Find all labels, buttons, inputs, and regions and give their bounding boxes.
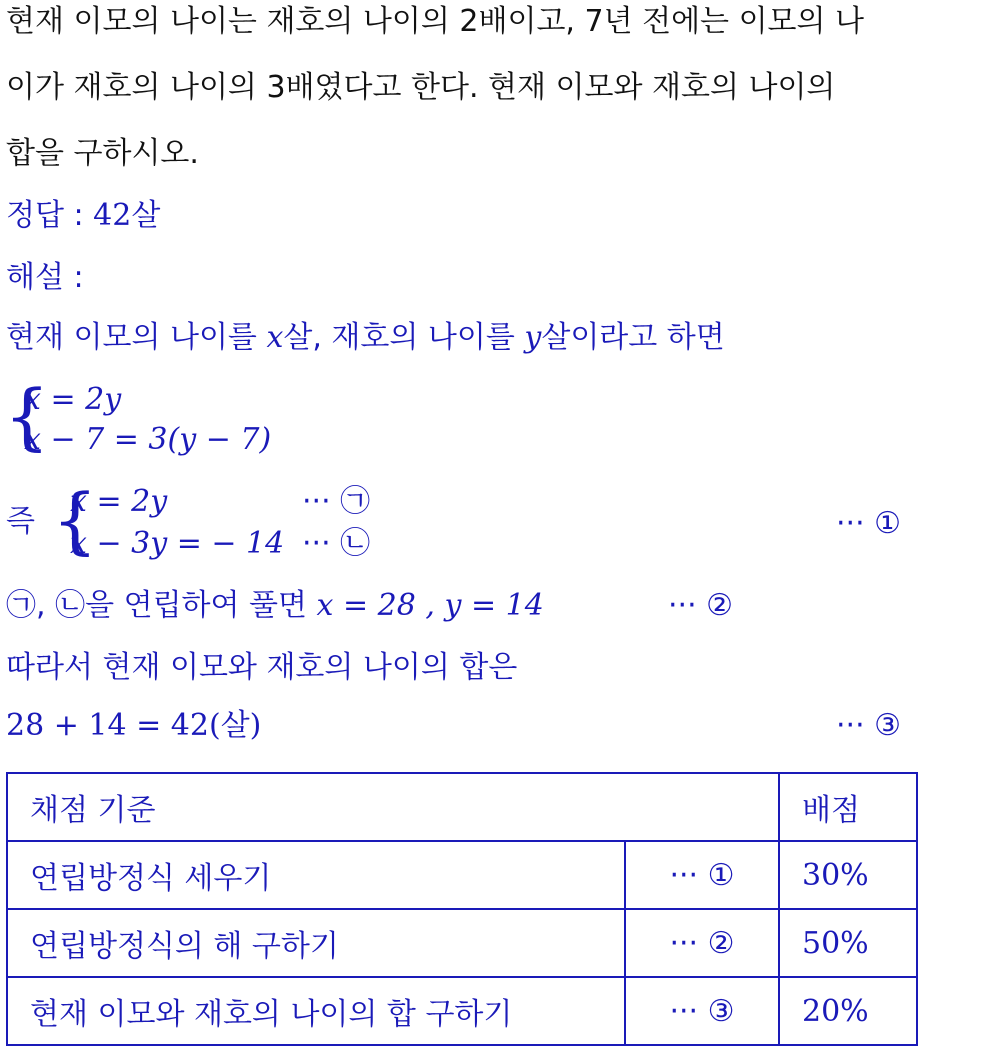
solve-line	[6, 586, 544, 626]
intro-part-c: 살이라고 하면	[541, 320, 725, 355]
left-brace-icon: {	[52, 478, 98, 562]
intro-part-b: 살, 재호의 나이를	[283, 320, 525, 355]
problem-line-3: 합을 구하시오.	[6, 136, 199, 171]
step-mark-1: ··· ①	[836, 506, 902, 541]
answer-value: 42살	[93, 198, 161, 233]
problem-line-2: 이가 재호의 나이의 3배였다고 한다. 현재 이모와 재호의 나이의	[6, 70, 836, 105]
variable-y: y	[524, 320, 542, 355]
step-mark-2: ··· ②	[668, 588, 734, 623]
explanation-intro	[6, 318, 725, 358]
problem-line-1: 현재 이모의 나이는 재호의 나이의 2배이고, 7년 전에는 이모의 나	[6, 4, 865, 39]
intro-part-a: 현재 이모의 나이를	[6, 320, 267, 355]
criterion-cell: 연립방정식 세우기	[7, 841, 625, 909]
step-mark-3: ··· ③	[836, 708, 902, 743]
solve-result: x = 28 , y = 14	[316, 588, 544, 623]
answer-line	[6, 196, 160, 236]
table-row	[7, 909, 917, 977]
table-row	[7, 977, 917, 1045]
criterion-cell: 현재 이모와 재호의 나이의 합 구하기	[7, 977, 625, 1045]
equation-tag-2: ··· ㉡	[302, 526, 371, 561]
system2-equation-2: x − 3y = − 14	[70, 526, 285, 561]
equation-tag-1: ··· ㉠	[302, 484, 371, 519]
final-equation: 28 + 14 = 42(살)	[6, 708, 262, 743]
system2-equation-1: x = 2y	[70, 484, 168, 519]
system1-equation-2: x − 7 = 3(y − 7)	[24, 422, 272, 457]
explanation-label: 해설 :	[6, 260, 84, 295]
mark-cell: ··· ②	[625, 909, 779, 977]
grading-table	[6, 772, 918, 1046]
score-cell: 20%	[779, 977, 917, 1045]
grading-header-row	[7, 773, 917, 841]
header-criteria: 채점 기준	[7, 773, 779, 841]
mark-cell: ··· ③	[625, 977, 779, 1045]
solve-text: ㉠, ㉡을 연립하여 풀면	[6, 588, 317, 623]
variable-x: x	[266, 320, 284, 355]
score-cell: 30%	[779, 841, 917, 909]
therefore-line: 따라서 현재 이모와 재호의 나이의 합은	[6, 650, 518, 685]
criterion-cell: 연립방정식의 해 구하기	[7, 909, 625, 977]
header-score: 배점	[779, 773, 917, 841]
table-row	[7, 841, 917, 909]
system1-equation-1: x = 2y	[24, 382, 122, 417]
score-cell: 50%	[779, 909, 917, 977]
prefix-즉: 즉	[6, 504, 35, 539]
left-brace-icon: {	[4, 374, 50, 458]
mark-cell: ··· ①	[625, 841, 779, 909]
answer-label: 정답 :	[6, 198, 84, 233]
